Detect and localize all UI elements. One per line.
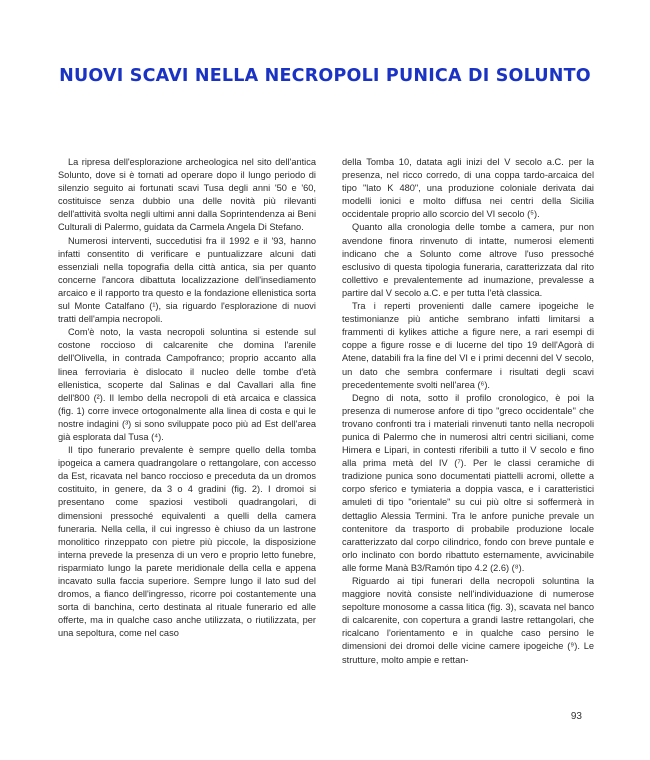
left-column xyxy=(58,156,316,640)
paragraph: della Tomba 10, datata agli inizi del V secolo a.C. per la presenza, nel ricco corredo, di una coppa tardo-arcaica del tipo "lato K 480", una produzione coloniale derivata dai modelli ionici e molto diffusa nei centri della Sicilia occidentale proprio allo scorcio del VI secolo (⁵). xyxy=(342,157,594,220)
paragraph: Numerosi interventi, succedutisi fra il 1992 e il '93, hanno infatti consentito di verificare e puntualizzare alcuni dati essenziali nella topografia della città antica, sia per quanto concerne l'ancora dibattuta localizzazione dell'insediamento arcaico e il rapporto tra questo e la fondazione ellenistica sorta sul Monte Catalfano (¹), sia riguardo l'esplorazione di nuovi tratti dell'ampia necropoli. xyxy=(58,235,316,325)
paragraph: Riguardo ai tipi funerari della necropoli soluntina la maggiore novità consiste nell'individuazione di numerose sepolture monosome a cassa litica (fig. 3), scavata nel banco di calcarenite, con copertura a grandi lastre rettangolari, che ricalcano l'orientamento e in qualche caso persino le dimensioni dei dromoi delle vicine camere ipogeiche (⁹). Le strutture, molto ampie e rettan- xyxy=(342,576,594,665)
paragraph: Quanto alla cronologia delle tombe a camera, pur non avendone finora rinvenuto di intatte, numerosi elementi indicano che a Solunto come altrove l'uso pressoché esclusivo di questa tipologia funeraria, caratterizzata dal rito collettivo e prevalentemente ad inumazione, prevalesse a partire dal V secolo a.C. e per tutta l'età classica. xyxy=(342,222,594,298)
paragraph: Com'è noto, la vasta necropoli soluntina si estende sul costone roccioso di calcarenite che domina l'arenile dell'Olivella, in contrada Campofranco; proprio accanto alla linea ferroviaria è dislocato il nucleo delle tombe d'età ellenistica, scoperte dal Salinas e dal Cavallari alla fine dell'800 (²). Il lembo della necropoli di età arcaica e classica (fig. 1) corre invece ortogonalmente alla linea di costa e qui le nostre indagini (³) si sono sviluppate poco più ad Est dell'area già esplorata dal Tusa (⁴). xyxy=(58,327,316,442)
article-title: NUOVI SCAVI NELLA NECROPOLI PUNICA DI SOLUNTO xyxy=(59,66,591,86)
paragraph: Degno di nota, sotto il profilo cronologico, è poi la presenza di numerose anfore di tipo "greco occidentale" che trovano confronti tra i materiali rinvenuti tanto nella necropoli punica di Palermo che in numerosi altri centri siciliani, come Himera e Lipari, in contesti riferibili a tutto il V secolo e fino alla prima metà del IV (⁷). Per le classi ceramiche di tradizione punica sono documentati piattelli acromi, ollette a corpo sferico e tymiateria a doppia vasca, e i caratteristici amuleti di tipo "orientale" su cui più oltre si soffermerà in dettaglio Alessia Termini. Tra le anfore puniche prevale un contenitore da trasporto di probabile produzione locale caratterizzato dal corpo cilindrico, fondo con breve puntale e orlo inclinato con bordo ribattuto esternamente, avvicinabile alle forme Manà B3/Ramón tipo 4.2 (2.6) (⁸). xyxy=(342,392,594,573)
paragraph: Tra i reperti provenienti dalle camere ipogeiche le testimonianze più antiche sembrano infatti limitarsi a frammenti di kylikes attiche a figure nere, a rari esempi di coppe a figure rosse e di lucerne del tipo 19 dell'Agorà di Atene, databili fra la fine del VI e i primi decenni del V secolo, un dato che sembra confermare i risultati degli scavi precedentemente svolti nell'area (⁶). xyxy=(342,301,594,390)
right-column xyxy=(342,156,594,667)
paragraph: La ripresa dell'esplorazione archeologica nel sito dell'antica Solunto, dove si è tornati ad operare dopo il lungo periodo di silenzio seguito ai fortunati scavi Tusa degli anni '50 e '60, costituisce senza dubbio una delle novità più rilevanti dell'attività svolta negli ultimi anni dalla Soprintendenza ai Beni Culturali di Palermo, guidata da Carmela Angela Di Stefano. xyxy=(58,157,316,233)
paragraph: Il tipo funerario prevalente è sempre quello della tomba ipogeica a camera quadrangolare o rettangolare, con accesso da Est, ricavata nel banco roccioso e preceduta da un dromos costituito, in genere, da 3 o 4 gradini (fig. 2). I dromoi si presentano come spaziosi vestiboli quadrangolari, di dimensioni pressoché equivalenti a quelli della camera funeraria. Nella cella, il cui ingresso è chiuso da un lastrone monolitico rinzeppato con pietre più piccole, la disposizione interna prevede la presenza di un vero e proprio letto funebre, risparmiato lungo la parete meridionale della cella e appena incavato sulla faccia superiore. Sempre lungo il lato sud del dromos, a fianco dell'ingresso, ricorre poi costantemente una sorta di banchina, certo destinata al rituale funerario ed alle offerte, ma in qualche caso anche utilizzata, o riutilizzata, per una sepoltura, come nel caso xyxy=(58,445,316,639)
page-number: 93 xyxy=(570,711,582,722)
